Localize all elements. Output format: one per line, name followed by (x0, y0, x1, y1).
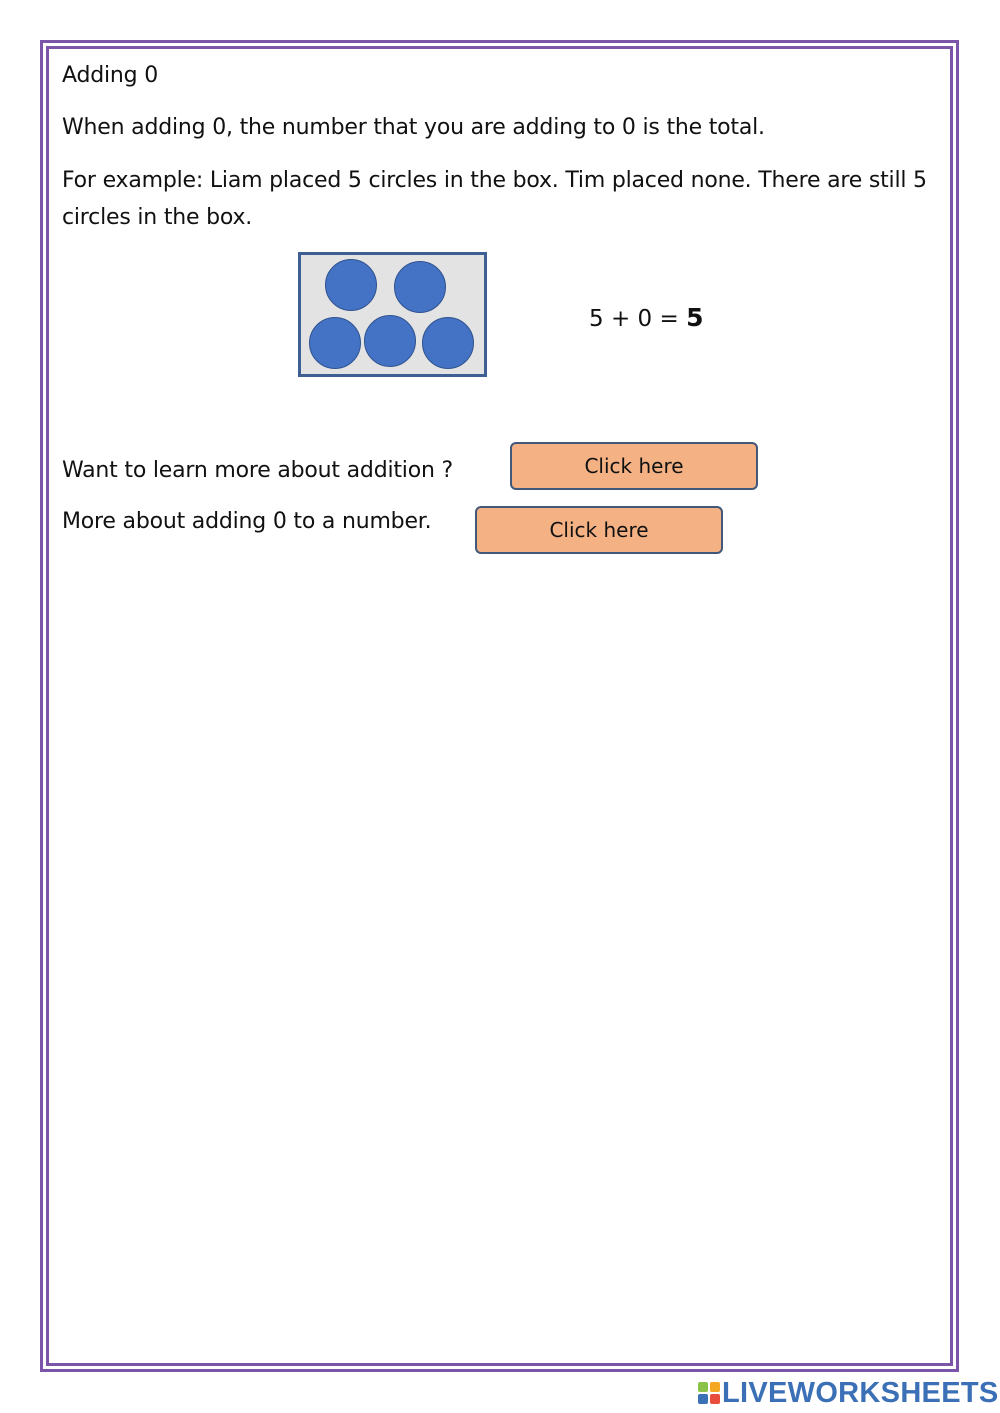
equation-expression: 5 + 0 = (589, 306, 687, 332)
worksheet-frame-inner (46, 46, 953, 1366)
liveworksheets-brand (698, 1377, 999, 1409)
equation-answer: 5 (686, 303, 704, 332)
adding-zero-prompt: More about adding 0 to a number. (62, 509, 432, 534)
worksheet-title: Adding 0 (62, 63, 159, 88)
circle (364, 315, 416, 367)
liveworksheets-logo-icon (698, 1382, 720, 1404)
explanation-text: When adding 0, the number that you are adding to 0 is the total. (62, 115, 765, 140)
equation (589, 300, 703, 337)
circles-box (298, 252, 487, 377)
brand-name: LIVEWORKSHEETS (722, 1376, 999, 1409)
adding-zero-button[interactable]: Click here (475, 506, 723, 554)
example-text: For example: Liam placed 5 circles in the box. Tim placed none. There are still 5 circles in the box. (62, 168, 927, 230)
circle (394, 261, 446, 313)
circle (309, 317, 361, 369)
learn-more-addition-button[interactable]: Click here (510, 442, 758, 490)
circle (422, 317, 474, 369)
circle (325, 259, 377, 311)
learn-more-addition-prompt: Want to learn more about addition ? (62, 458, 453, 483)
